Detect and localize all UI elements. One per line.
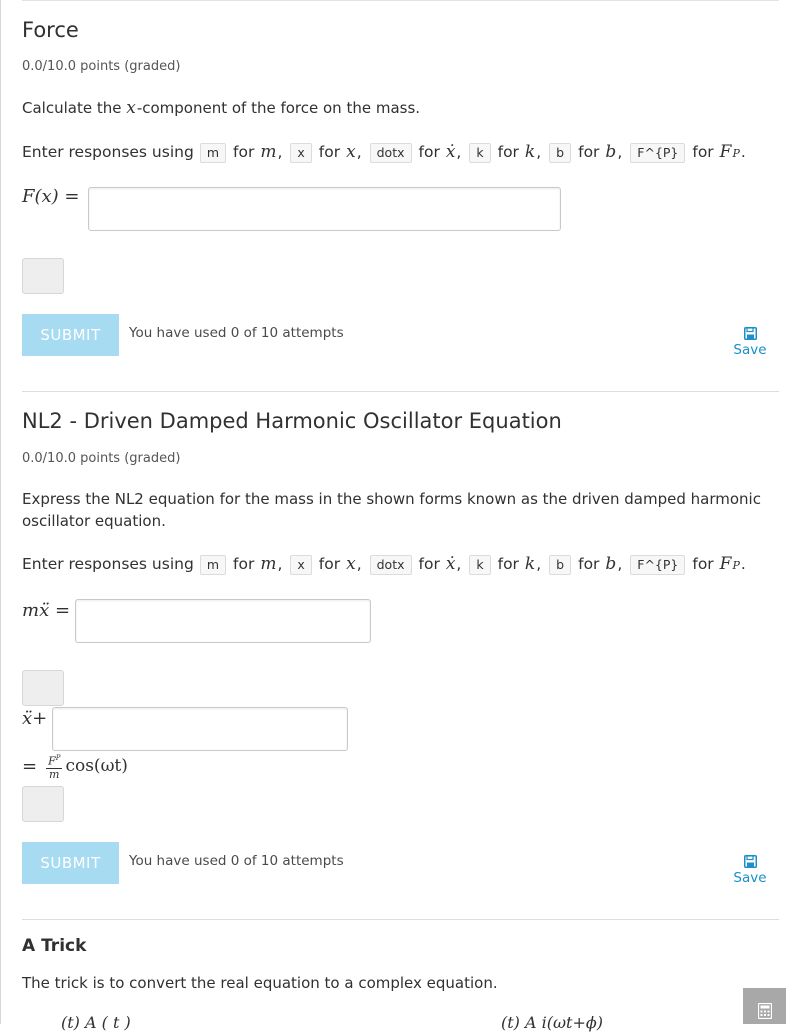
code-k: k xyxy=(469,555,490,575)
problem-prompt: Express the NL2 equation for the mass in the shown forms known as the driven damped harmonic oscillator equation. xyxy=(22,490,761,530)
problem-points: 0.0/10.0 points (graded) xyxy=(22,451,181,466)
response-hint: Enter responses using m for m , x for x , dotx for ẋ , k for k , b for b , F^{P} for F P . xyxy=(22,142,746,162)
oscillator-answer-input[interactable] xyxy=(52,707,348,751)
partial-equation-right: (t) A i(ωt+ϕ) xyxy=(501,1013,604,1032)
save-label: Save xyxy=(733,342,767,358)
save-button[interactable] xyxy=(729,327,771,358)
top-divider xyxy=(22,0,779,1)
code-b: b xyxy=(549,143,571,163)
problem-points: 0.0/10.0 points (graded) xyxy=(22,59,181,74)
problem-prompt: Calculate the x-component of the force on the mass. xyxy=(22,98,421,118)
submit-button[interactable]: SUBMIT xyxy=(22,842,119,884)
section-divider xyxy=(22,919,779,920)
force-answer-input[interactable] xyxy=(88,187,561,231)
attempts-counter: You have used 0 of 10 attempts xyxy=(129,325,344,341)
nl2-answer-input[interactable] xyxy=(75,599,371,643)
partial-equation-left: (t) A ( t ) xyxy=(61,1013,131,1032)
code-dotx: dotx xyxy=(370,555,412,575)
calculator-icon xyxy=(758,1003,772,1019)
attempts-counter: You have used 0 of 10 attempts xyxy=(129,853,344,869)
save-button[interactable] xyxy=(729,855,771,886)
answer-status-indicator xyxy=(22,258,64,294)
code-x: x xyxy=(290,143,311,163)
code-k: k xyxy=(469,143,490,163)
oscillator-input-label: ẍ+ xyxy=(22,708,48,729)
code-m: m xyxy=(200,555,226,575)
problem-title-force: Force xyxy=(22,18,79,42)
floppy-disk-icon xyxy=(744,855,757,868)
code-x: x xyxy=(290,555,311,575)
floppy-disk-icon xyxy=(744,327,757,340)
nl2-input-label: mẍ = xyxy=(22,600,71,621)
code-fp: F^{P} xyxy=(630,143,685,163)
driving-term: = $\frac{F^P}{m}$ cos(ωt) xyxy=(22,754,128,781)
answer-status-indicator xyxy=(22,670,64,706)
trick-text: The trick is to convert the real equation to a complex equation. xyxy=(22,974,498,992)
code-b: b xyxy=(549,555,571,575)
code-fp: F^{P} xyxy=(630,555,685,575)
code-dotx: dotx xyxy=(370,143,412,163)
save-label: Save xyxy=(733,870,767,886)
calculator-button[interactable] xyxy=(743,988,786,1024)
code-m: m xyxy=(200,143,226,163)
section-title-trick: A Trick xyxy=(22,936,87,956)
section-divider xyxy=(22,391,779,392)
problem-title-nl2: NL2 - Driven Damped Harmonic Oscillator Equation xyxy=(22,409,562,433)
answer-status-indicator xyxy=(22,786,64,822)
force-input-label: F(x) = xyxy=(22,186,80,207)
submit-button[interactable]: SUBMIT xyxy=(22,314,119,356)
response-hint: Enter responses using m for m , x for x , dotx for ẋ , k for k , b for b , F^{P} for F P . xyxy=(22,554,746,574)
